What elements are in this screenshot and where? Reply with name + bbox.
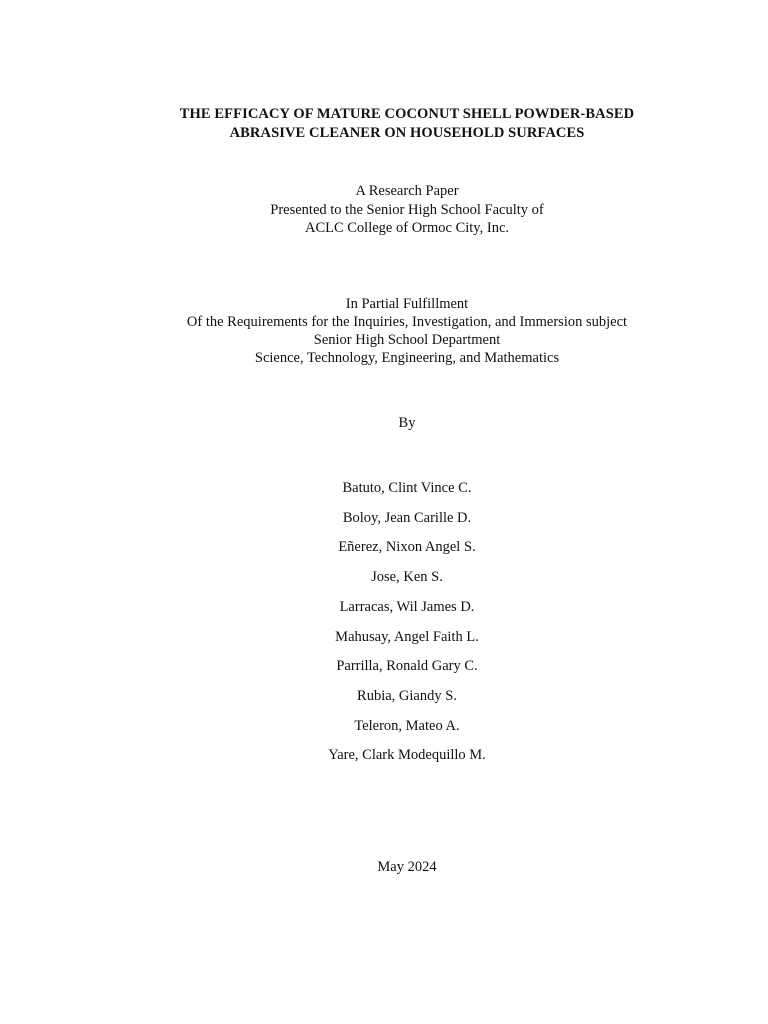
author-name: Batuto, Clint Vince C.: [342, 480, 472, 496]
fulfillment-statement: [0, 295, 768, 367]
paper-title: [0, 105, 768, 143]
author-name: Eñerez, Nixon Angel S.: [338, 539, 476, 556]
fulfillment-line-4: Science, Technology, Engineering, and Mathematics: [254, 350, 560, 366]
fulfillment-line-3: Senior High School Department: [313, 332, 501, 348]
submission-statement: [0, 182, 768, 238]
fulfillment-line-1: In Partial Fulfillment: [345, 296, 469, 312]
author-name: Teleron, Mateo A.: [354, 717, 460, 734]
author-name: Parrilla, Ronald Gary C.: [336, 658, 478, 675]
submission-line-3: ACLC College of Ormoc City, Inc.: [304, 220, 510, 236]
author-name: Jose, Ken S.: [371, 569, 443, 586]
author-list: [0, 474, 768, 771]
author-name: Yare, Clark Modequillo M.: [328, 747, 486, 764]
author-name: Boloy, Jean Carille D.: [342, 509, 472, 526]
author-name: Mahusay, Angel Faith L.: [335, 628, 479, 645]
submission-line-2: Presented to the Senior High School Faculty of: [270, 201, 544, 218]
date-text: May 2024: [377, 859, 437, 875]
submission-date: [0, 858, 768, 876]
by-text: By: [398, 415, 416, 431]
fulfillment-line-2: Of the Requirements for the Inquiries, Investigation, and Immersion subject: [186, 314, 628, 330]
by-label: [0, 414, 768, 432]
submission-line-1: A Research Paper: [355, 183, 459, 199]
author-name: Rubia, Giandy S.: [357, 687, 457, 704]
author-name: Larracas, Wil James D.: [339, 598, 475, 615]
title-line-2: ABRASIVE CLEANER ON HOUSEHOLD SURFACES: [229, 125, 585, 141]
title-line-1: THE EFFICACY OF MATURE COCONUT SHELL POWDER-BASED: [179, 106, 635, 122]
